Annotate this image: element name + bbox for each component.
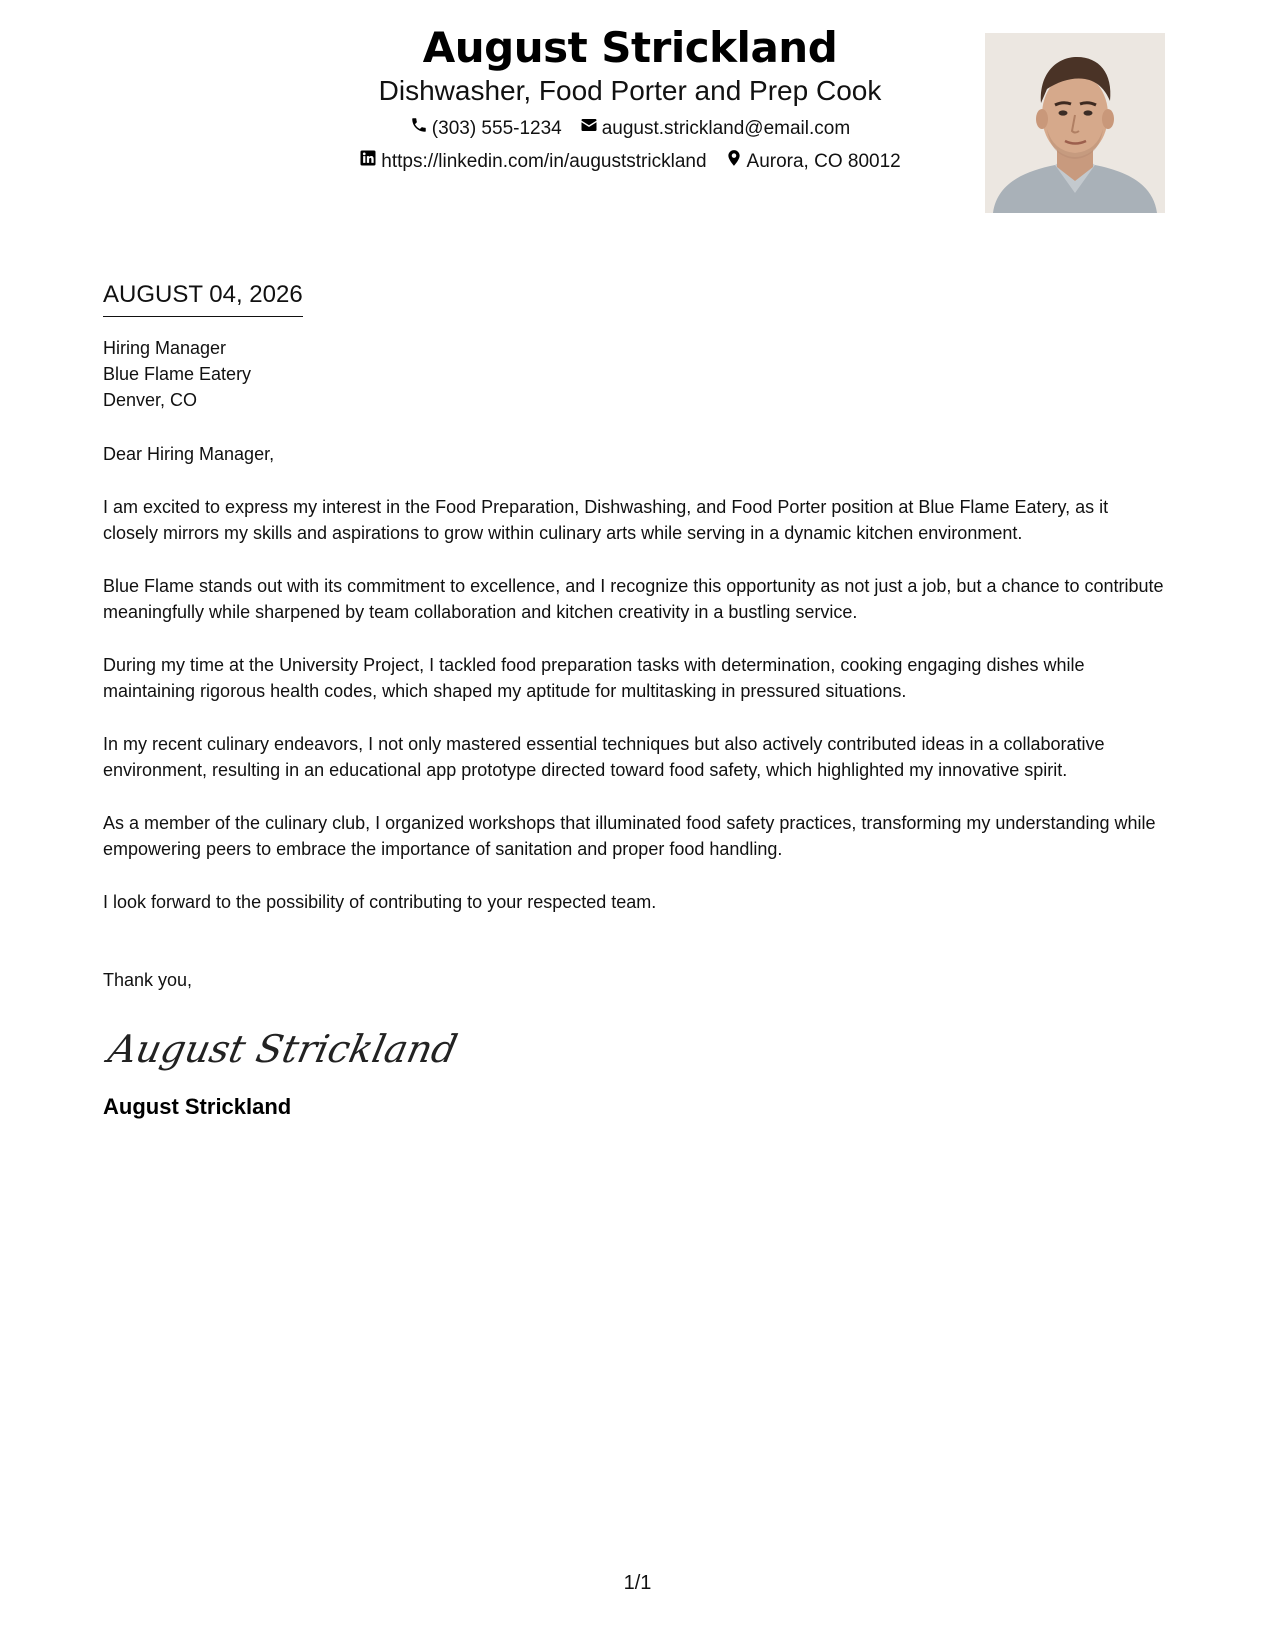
linkedin-contact[interactable] — [359, 149, 706, 174]
linkedin-url: https://linkedin.com/in/auguststrickland — [381, 150, 707, 172]
paragraph-1: I am excited to express my interest in the Food Preparation, Dishwashing, and Food Porter position at Blue Flame Eatery, as it closely mirrors my skills and aspirations to grow within culinary arts while serving in a dynamic kitchen environment. — [103, 497, 1109, 543]
salutation: Dear Hiring Manager, — [103, 444, 275, 464]
paragraph-6: I look forward to the possibility of contributing to your respected team. — [103, 892, 657, 912]
page-number: 1/1 — [623, 1572, 652, 1594]
location-text: Aurora, CO 80012 — [746, 150, 901, 172]
applicant-name: August Strickland — [422, 23, 838, 72]
recipient-company: Blue Flame Eatery — [103, 364, 252, 384]
paragraph-2: Blue Flame stands out with its commitment to excellence, and I recognize this opportunity as not just a job, but a chance to contribute meaningfully while sharpened by team collaboration and kitchen creativity in a bustling service. — [103, 576, 1164, 622]
email-address: august.strickland@email.com — [601, 117, 851, 139]
recipient-title: Hiring Manager — [103, 338, 227, 358]
paragraph-4: In my recent culinary endeavors, I not only mastered essential techniques but also actively contributed ideas in a collaborative environment, resulting in an educational app prototype directed toward food safety, which highlighted my innovative spirit. — [103, 734, 1105, 780]
linkedin-icon — [359, 149, 377, 174]
recipient-location: Denver, CO — [103, 390, 198, 410]
handwritten-signature: August Strickland — [104, 1027, 462, 1071]
phone-contact[interactable] — [410, 116, 562, 141]
map-pin-icon — [725, 149, 743, 174]
paragraph-3: During my time at the University Project, I tackled food preparation tasks with determination, cooking engaging dishes while maintaining rigorous health codes, which shaped my aptitude for multitasking in pressured situations. — [103, 655, 1085, 701]
signer-name: August Strickland — [103, 1094, 292, 1119]
phone-icon — [410, 116, 428, 141]
paragraph-5: As a member of the culinary club, I organized workshops that illuminated food safety practices, transforming my understanding while empowering peers to embrace the importance of sanitation and proper food handling. — [103, 813, 1156, 859]
closing: Thank you, — [103, 970, 193, 990]
portrait-image — [985, 33, 1165, 213]
location-contact — [725, 149, 901, 174]
letter-date: AUGUST 04, 2026 — [103, 280, 303, 317]
job-title: Dishwasher, Food Porter and Prep Cook — [378, 75, 882, 106]
email-contact[interactable] — [580, 116, 850, 141]
letter-body — [103, 280, 1168, 1121]
recipient-block — [103, 335, 1168, 413]
envelope-icon — [580, 116, 598, 141]
profile-photo — [985, 33, 1165, 213]
phone-number: (303) 555-1234 — [431, 117, 562, 139]
